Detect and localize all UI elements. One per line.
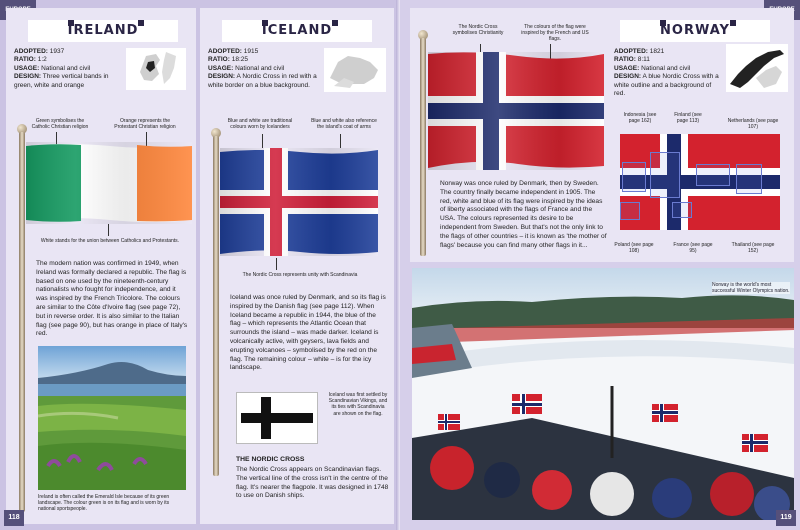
fact-row: ADOPTED: 1915 <box>208 48 259 55</box>
landscape-image <box>38 346 186 490</box>
norway-annot-cross: The Nordic Cross symbolises Christianity <box>452 24 504 37</box>
nordic-note: Iceland was first settled by Scandinavian Vikings, and its ties with Scandinavia are shown on the flag. <box>328 392 388 417</box>
ireland-title: IRELAND <box>28 20 178 42</box>
ireland-annot-green: Green symbolises the Catholic Christian religion <box>31 118 89 131</box>
norway-map <box>726 44 788 92</box>
nordic-cross-svg <box>237 393 317 443</box>
iceland-flag-svg <box>220 148 378 256</box>
iceland-facts <box>208 48 320 90</box>
ireland-flag-svg <box>26 142 192 224</box>
fact-row: DESIGN: A blue Nordic Cross with a white outline and a background of red. <box>614 73 719 98</box>
highlight-thailand <box>736 164 762 194</box>
label-finland: Finland (see page 113) <box>674 112 702 125</box>
ireland-landscape-photo <box>38 346 186 490</box>
iceland-map <box>324 48 386 92</box>
fact-row: DESIGN: A Nordic Cross in red with a white border on a blue background. <box>208 73 317 89</box>
iceland-map-shape <box>324 48 386 92</box>
ski-race-image <box>412 268 794 520</box>
label-poland: Poland (see page 108) <box>614 242 654 255</box>
highlight-france <box>672 202 692 218</box>
fact-row: USAGE: National and civil <box>208 64 285 72</box>
fact-row: DESIGN: Three vertical bands in green, white and orange <box>14 73 109 89</box>
highlight-netherlands <box>696 164 730 186</box>
iceland-title: ICELAND <box>222 20 372 42</box>
page-number-left: 118 <box>4 510 24 526</box>
iceland-flag <box>220 148 378 256</box>
label-netherlands: Netherlands (see page 107) <box>727 118 779 131</box>
label-france: France (see page 95) <box>673 242 713 255</box>
norway-flag-svg <box>428 52 604 170</box>
ireland-flag <box>26 142 192 224</box>
ireland-annot-white: White stands for the union between Catholics and Protestants. <box>40 238 180 244</box>
fact-row: RATIO: 1:2 <box>14 56 47 64</box>
annot-line <box>276 258 277 270</box>
iceland-annot-cross: The Nordic Cross represents unity with Scandinavia <box>242 272 358 278</box>
ireland-annot-orange: Orange represents the Protestant Christian religion <box>114 118 176 131</box>
annot-line <box>262 134 263 148</box>
ireland-facts <box>14 48 124 90</box>
fact-row: USAGE: National and civil <box>614 64 691 72</box>
ireland-flagpole <box>19 132 25 512</box>
fact-row: ADOPTED: 1937 <box>14 48 65 55</box>
highlight-indonesia <box>622 162 646 192</box>
iceland-body-text: Iceland was once ruled by Denmark, and so its flag is inspired by the Danish flag (see page 112). When Iceland became a republic in 1944, the blue of the flag – which represents the Atlantic Ocean that surrounds the island – was made darker. Iceland is volcanically active, with geysers, lava fields and erupting volcanoes – symbolised by the red on the flag. The remaining colour – white – is for the icy landscape. <box>230 294 386 372</box>
ireland-photo-caption: Ireland is often called the Emerald Isle because of its green landscape. The colour green is on its flag and is worn by its national sportspeople. <box>38 494 170 513</box>
olympics-photo-caption: Norway is the world's most successful Winter Olympics nation. <box>712 282 790 295</box>
norway-flagpole <box>420 38 426 256</box>
ireland-map-shape <box>126 48 186 90</box>
nordic-body: The Nordic Cross appears on Scandinavian flags. The vertical line of the cross isn't in the centre of the flag. It's nearer the flagpole. It was designed in 1748 to use on Danish ships. <box>236 466 389 500</box>
fact-row: ADOPTED: 1821 <box>614 48 665 55</box>
iceland-annot-right: Blue and white also reference the island's coat of arms <box>311 118 377 131</box>
winter-olympics-photo <box>412 268 794 520</box>
norway-body-text: Norway was once ruled by Denmark, then by Sweden. The country finally became independent in 1905. The red, white and blue of its flag were inspired by the ideas of liberty associated with the flags of France and the USA. The colours represented its desire to be independent from Sweden. But that's not the only link to the flags of other countries – it is known as 'the mother of flags' because you can find many other flags in it... <box>440 180 607 249</box>
label-indonesia: Indonesia (see page 162) <box>623 112 657 125</box>
norway-flag <box>428 52 604 170</box>
page-number-right: 119 <box>776 510 796 526</box>
norway-annot-colours: The colours of the flag were inspired by the French and US flags. <box>521 24 589 43</box>
annot-line <box>108 224 109 236</box>
fact-row: USAGE: National and civil <box>14 64 91 72</box>
norway-title: NORWAY <box>620 20 770 42</box>
nordic-title: THE NORDIC CROSS <box>236 456 305 463</box>
iceland-annot-left: Blue and white are traditional colours worn by Icelanders <box>227 118 293 131</box>
highlight-finland <box>650 152 680 198</box>
ireland-map <box>126 48 186 90</box>
highlight-poland <box>620 202 640 220</box>
annot-line <box>340 134 341 148</box>
norway-map-shape <box>726 44 788 92</box>
iceland-flagpole <box>213 136 219 476</box>
fact-row: RATIO: 18:25 <box>208 56 248 64</box>
ireland-body-text: The modern nation was confirmed in 1949, when Ireland was formally declared a republic. The flag is based on one used by the nineteenth-century nationalists who fought for independence, and it was inspired by the French Tricolore. The colours are similar to the Côte d'Ivoire flag (see page 72), but in reverse order. It is also similar to the Italian flag (see page 90), but has orange in place of Italy's red. <box>36 260 188 338</box>
norway-facts <box>614 48 722 98</box>
right-page <box>400 0 800 530</box>
nordic-cross-diagram <box>236 392 318 444</box>
fact-row: RATIO: 8:11 <box>614 56 650 64</box>
label-thailand: Thailand (see page 152) <box>731 242 775 255</box>
